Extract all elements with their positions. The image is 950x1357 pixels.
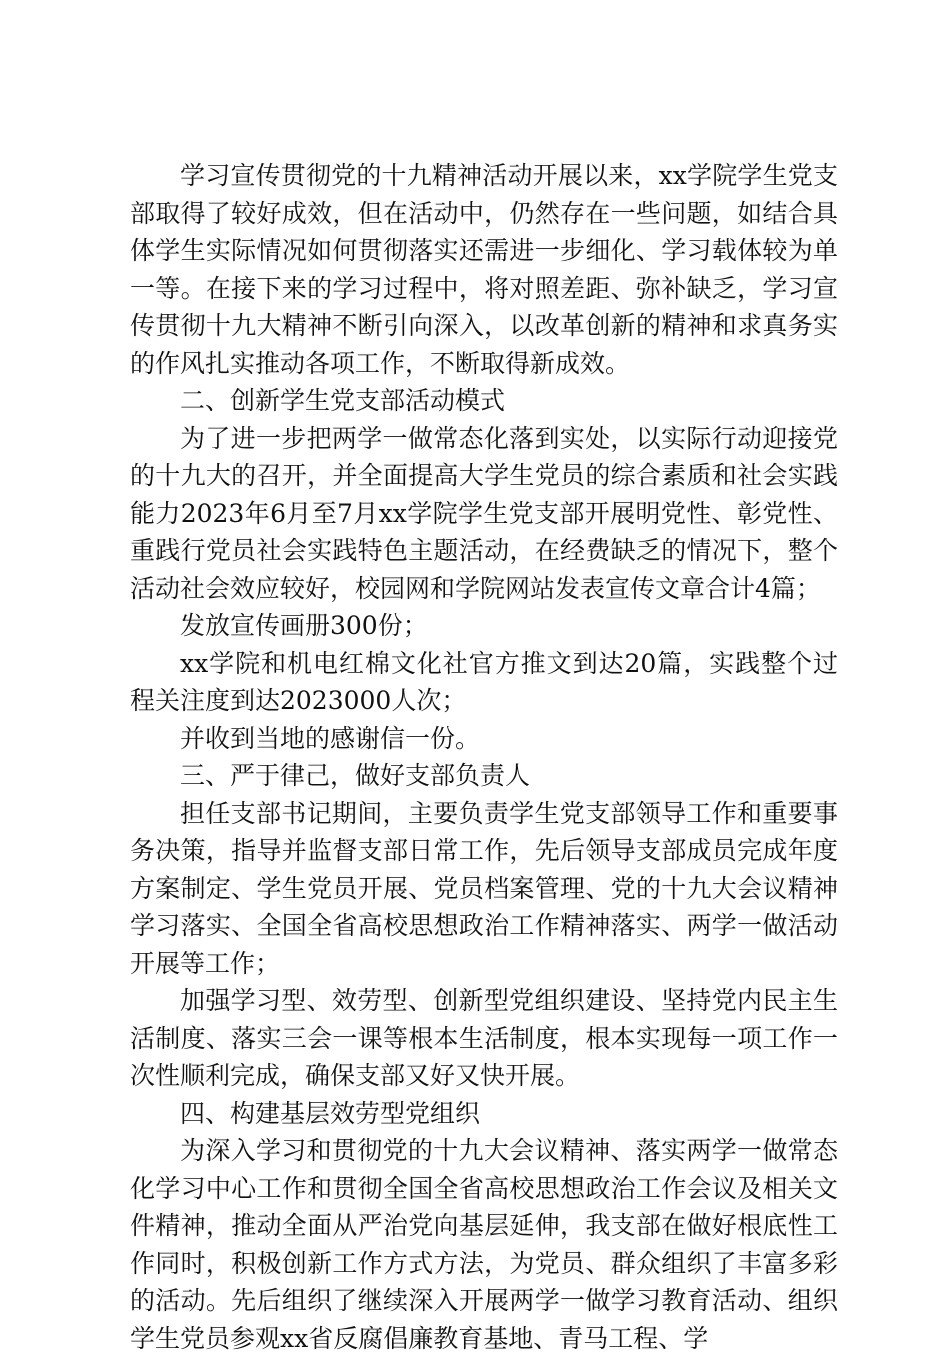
paragraph-brochures: 发放宣传画册300份；: [180, 611, 428, 640]
section-heading-3: 三、严于律己，做好支部负责人: [180, 761, 531, 790]
paragraph-grassroots: 为深入学习和贯彻党的十九大会议精神、落实两学一做常态化学习中心工作和贯彻全国全省高校思想政治工作会议及相关文件精神，推动全面从严治党向基层延伸，我支部在做好根底性工作同时，积极创新工作方式方法，为党员、群众组织了丰富多彩的活动。先后组织了继续深入开展两学一做学习教育活动、组织学生党员参观xx省反腐倡廉教育基地、青马工程、学: [130, 1136, 838, 1353]
section-heading-2: 二、创新学生党支部活动模式: [180, 386, 506, 415]
paragraph-summary: 学习宣传贯彻党的十九精神活动开展以来，xx学院学生党支部取得了较好成效，但在活动中，仍然存在一些问题，如结合具体学生实际情况如何贯彻落实还需进一步细化、学习载体较为单一等。在接下来的学习过程中，将对照差距、弥补缺乏，学习宣传贯彻十九大精神不断引向深入，以改革创新的精神和求真务实的作风扎实推动各项工作，不断取得新成效。: [130, 161, 838, 378]
section-heading-4: 四、构建基层效劳型党组织: [180, 1098, 481, 1128]
paragraph-articles: xx学院和机电红棉文化社官方推文到达20篇，实践整个过程关注度到达2023000人次；: [130, 648, 838, 715]
paragraph-thanks-letter: 并收到当地的感谢信一份。: [180, 723, 481, 753]
paragraph-practice-activity: 为了进一步把两学一做常态化落到实处，以实际行动迎接党的十九大的召开，并全面提高大学生党员的综合素质和社会实践能力2023年6月至7月xx学院学生党支部开展明党性、彰党性、重践行党员社会实践特色主题活动，在经费缺乏的情况下，整个活动社会效应较好，校园网和学院网站发表宣传文章合计4篇；: [130, 423, 838, 603]
paragraph-organization-building: 加强学习型、效劳型、创新型党组织建设、坚持党内民主生活制度、落实三会一课等根本生活制度，根本实现每一项工作一次性顺利完成，确保支部又好又快开展。: [130, 986, 838, 1090]
paragraph-secretary-duties: 担任支部书记期间，主要负责学生党支部领导工作和重要事务决策，指导并监督支部日常工作，先后领导支部成员完成年度方案制定、学生党员开展、党员档案管理、党的十九大会议精神学习落实、全国全省高校思想政治工作精神落实、两学一做活动开展等工作；: [130, 798, 838, 978]
document-page: [130, 157, 838, 1357]
